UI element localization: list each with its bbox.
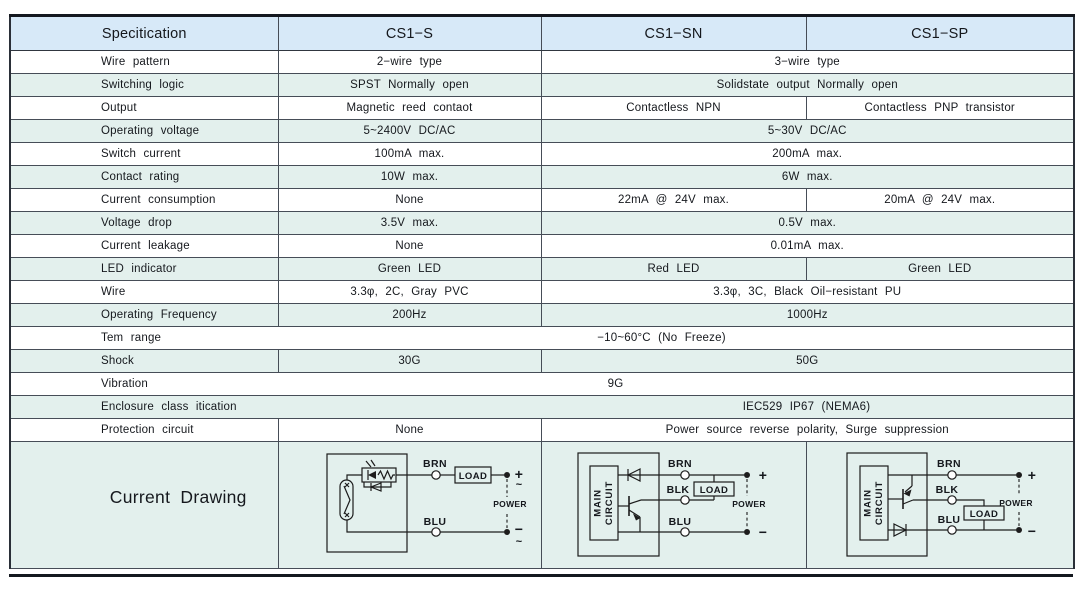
cell-cs1-sn: 22mA @ 24V max.	[541, 189, 806, 212]
cell-cs1-sp: Contactless PNP transistor	[806, 97, 1074, 120]
plus-sign: +	[514, 466, 523, 482]
row-label: Protection circuit	[10, 419, 278, 442]
minus-sign: −	[758, 524, 767, 540]
wire-label-blk: BLK	[666, 484, 689, 496]
cell-cs1-sp: 20mA @ 24V max.	[806, 189, 1074, 212]
cell-cs1-s: None	[278, 189, 541, 212]
circuit-diagram-cs1-s	[278, 442, 541, 569]
wire-label-blu: BLU	[423, 516, 446, 528]
minus-sign: −	[514, 521, 523, 537]
cell-cs1-sn-sp: Power source reverse polarity, Surge suppression	[541, 419, 1074, 442]
table-bottom-rule	[9, 574, 1073, 577]
cell-cs1-s: 3.5V max.	[278, 212, 541, 235]
pnp-circuit-icon	[807, 442, 1073, 568]
row-label: Contact rating	[10, 166, 278, 189]
cell-cs1-sn-sp: 1000Hz	[541, 304, 1074, 327]
cell-cs1-sn: Red LED	[541, 258, 806, 281]
cell-all-models	[278, 373, 1074, 396]
ac-tilde-top: ~	[515, 479, 522, 491]
row-label: Operating voltage	[10, 120, 278, 143]
reed-switch-circuit-icon	[279, 442, 540, 568]
row-enclosure-classification	[10, 396, 1074, 419]
cell-cs1-s: Magnetic reed contaot	[278, 97, 541, 120]
wire-label-brn: BRN	[936, 458, 961, 470]
cell-cs1-sn-sp: 0.5V max.	[541, 212, 1074, 235]
cell-cs1-sn-sp: 5~30V DC/AC	[541, 120, 1074, 143]
cell-cs1-sn-sp: Solidstate output Normally open	[541, 74, 1074, 97]
row-label: Current leakage	[10, 235, 278, 258]
row-label: Output	[10, 97, 278, 120]
cell-cs1-sn-sp: 200mA max.	[541, 143, 1074, 166]
row-protection-circuit	[10, 419, 1074, 442]
row-label: Voltage drop	[10, 212, 278, 235]
power-label: POWER	[492, 499, 527, 509]
row-label: Tem range	[10, 327, 278, 350]
power-label: POWER	[731, 499, 766, 509]
row-led-indicator	[10, 258, 1074, 281]
row-label: Enclosure class itication	[10, 396, 278, 419]
cell-cs1-sn-sp: 3.3φ, 3C, Black Oil−resistant PU	[541, 281, 1074, 304]
wire-label-blk: BLK	[935, 484, 958, 496]
cell-cs1-s: None	[278, 235, 541, 258]
cell-cs1-sn: Contactless NPN	[541, 97, 806, 120]
row-label: Wire pattern	[10, 51, 278, 74]
cell-cs1-s: 100mA max.	[278, 143, 541, 166]
row-label: Shock	[10, 350, 278, 373]
row-wire-pattern	[10, 51, 1074, 74]
main-label: MAIN	[592, 489, 603, 517]
cell-cs1-s: SPST Normally open	[278, 74, 541, 97]
header-row	[10, 16, 1074, 51]
cell-value: IEC529 IP67 (NEMA6)	[742, 401, 871, 413]
col-header-cs1-sn: CS1−SN	[541, 16, 806, 51]
row-label: Vibration	[10, 373, 278, 396]
wire-label-blu: BLU	[668, 516, 691, 528]
cell-cs1-s: Green LED	[278, 258, 541, 281]
row-current-leakage	[10, 235, 1074, 258]
row-tem-range	[10, 327, 1074, 350]
cell-cs1-sn-sp: 0.01mA max.	[541, 235, 1074, 258]
wire-label-brn: BRN	[422, 458, 447, 470]
row-vibration	[10, 373, 1074, 396]
row-voltage-drop	[10, 212, 1074, 235]
row-label: Switching logic	[10, 74, 278, 97]
col-header-specification: Specitication	[10, 16, 278, 51]
row-current-drawing	[10, 442, 1074, 569]
circuit-label: CIRCUIT	[873, 480, 885, 526]
circuit-diagram-cs1-sp	[806, 442, 1074, 569]
cell-cs1-s: 10W max.	[278, 166, 541, 189]
circuit-label: CIRCUIT	[603, 480, 615, 526]
cell-cs1-sn-sp: 50G	[541, 350, 1074, 373]
row-wire	[10, 281, 1074, 304]
cell-cs1-s: 30G	[278, 350, 541, 373]
row-contact-rating	[10, 166, 1074, 189]
row-switching-logic	[10, 74, 1074, 97]
row-current-consumption	[10, 189, 1074, 212]
row-label: Operating Frequency	[10, 304, 278, 327]
cell-cs1-s: 5~2400V DC/AC	[278, 120, 541, 143]
load-label: LOAD	[969, 509, 998, 520]
cell-cs1-s: 200Hz	[278, 304, 541, 327]
npn-circuit-icon	[542, 442, 805, 568]
load-label: LOAD	[699, 485, 728, 496]
row-label: Current consumption	[10, 189, 278, 212]
load-label: LOAD	[458, 471, 487, 482]
cell-cs1-sn-sp: 6W max.	[541, 166, 1074, 189]
plus-sign: +	[758, 467, 767, 483]
cell-value: 9G	[607, 378, 624, 390]
cell-cs1-s: 2−wire type	[278, 51, 541, 74]
wire-label-brn: BRN	[667, 458, 692, 470]
row-operating-frequency	[10, 304, 1074, 327]
col-header-cs1-sp: CS1−SP	[806, 16, 1074, 51]
row-label: Wire	[10, 281, 278, 304]
spec-sheet	[9, 14, 1073, 577]
current-drawing-text: Current Drawing	[109, 486, 247, 507]
row-output	[10, 97, 1074, 120]
row-label: Switch current	[10, 143, 278, 166]
circuit-diagram-cs1-sn	[541, 442, 806, 569]
cell-cs1-s: 3.3φ, 2C, Gray PVC	[278, 281, 541, 304]
cell-all-models	[278, 396, 1074, 419]
ac-tilde-bottom: ~	[515, 536, 522, 548]
spec-table	[9, 14, 1075, 569]
main-label: MAIN	[862, 489, 873, 517]
plus-sign: +	[1027, 467, 1036, 483]
power-label: POWER	[998, 498, 1033, 508]
cell-cs1-sp: Green LED	[806, 258, 1074, 281]
cell-all-models	[278, 327, 1074, 350]
current-drawing-label	[10, 442, 278, 569]
row-label: LED indicator	[10, 258, 278, 281]
wire-label-blu: BLU	[937, 514, 960, 526]
col-header-cs1-s: CS1−S	[278, 16, 541, 51]
cell-cs1-sn-sp: 3−wire type	[541, 51, 1074, 74]
cell-value: −10~60°C (No Freeze)	[597, 332, 726, 344]
row-switch-current	[10, 143, 1074, 166]
row-shock	[10, 350, 1074, 373]
row-operating-voltage	[10, 120, 1074, 143]
minus-sign: −	[1027, 523, 1036, 539]
cell-cs1-s: None	[278, 419, 541, 442]
